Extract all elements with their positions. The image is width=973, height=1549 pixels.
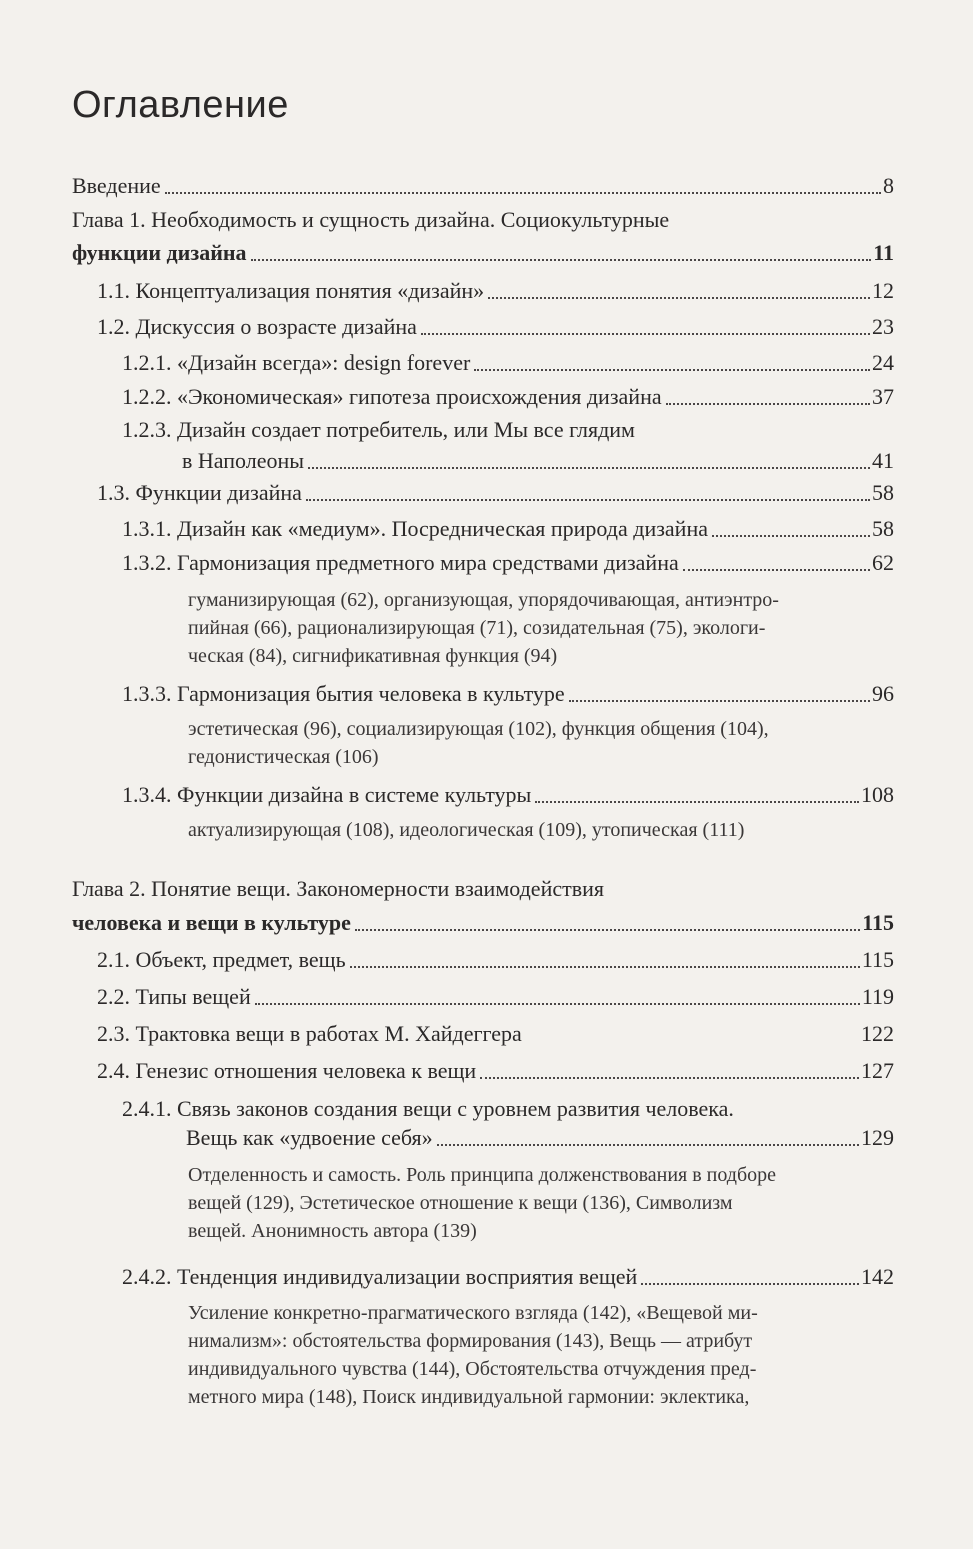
dot-leader	[526, 1040, 859, 1042]
toc-entry-1-2-3-line1[interactable]: 1.2.3. Дизайн создает потребитель, или Мы все глядим	[122, 417, 635, 442]
toc-entry-1-3-2-description	[188, 586, 898, 670]
dot-leader	[437, 1144, 859, 1146]
dot-leader	[355, 929, 860, 931]
toc-entry-title: Введение	[72, 173, 161, 198]
toc-entry-2-4-1[interactable]	[186, 1122, 894, 1154]
toc-entry-title: 1.3.2. Гармонизация предметного мира средствами дизайна	[122, 550, 679, 575]
dot-leader	[535, 801, 859, 803]
toc-page-number: 37	[872, 384, 894, 409]
dot-leader	[641, 1283, 859, 1285]
toc-page-number: 11	[873, 240, 894, 265]
toc-entry-title: 1.2. Дискуссия о возрасте дизайна	[97, 314, 417, 339]
description-line: гуманизирующая (62), организующая, упорядочивающая, антиэнтро-	[188, 589, 779, 611]
page-title: Оглавление	[72, 84, 289, 126]
dot-leader	[255, 1003, 860, 1005]
description-line: актуализирующая (108), идеологическая (109), утопическая (111)	[188, 819, 745, 841]
toc-entry-1-3-4-description	[188, 816, 898, 844]
description-line: метного мира (148), Поиск индивидуальной гармонии: эклектика,	[188, 1386, 750, 1408]
toc-entry-title: 2.2. Типы вещей	[97, 984, 251, 1009]
toc-entry-1-3-3[interactable]	[122, 678, 894, 710]
dot-leader	[306, 499, 870, 501]
description-line: нимализм»: обстоятельства формирования (143), Вещь — атрибут	[188, 1330, 753, 1352]
toc-page-number: 119	[861, 984, 894, 1009]
toc-entry-chapter-2[interactable]	[72, 907, 894, 939]
toc-entry-title: 2.1. Объект, предмет, вещь	[97, 947, 346, 972]
dot-leader	[165, 192, 881, 194]
description-line: пийная (66), рационализирующая (71), созидательная (75), экологи-	[188, 617, 766, 639]
chapter-1-title-line2: функции дизайна	[72, 240, 247, 265]
toc-entry-2-3[interactable]	[97, 1018, 894, 1050]
toc-entry-1-3[interactable]	[97, 477, 894, 509]
toc-entry-title: 1.1. Концептуализация понятия «дизайн»	[97, 278, 485, 303]
dot-leader	[488, 297, 870, 299]
toc-entry-1-2[interactable]	[97, 311, 894, 343]
toc-entry-title: 1.3.4. Функции дизайна в системе культуры	[122, 782, 532, 807]
toc-entry-title: 2.3. Трактовка вещи в работах М. Хайдеггера	[97, 1021, 522, 1046]
toc-entry-intro[interactable]	[72, 170, 894, 202]
description-line: индивидуального чувства (144), Обстоятельства отчуждения пред-	[188, 1358, 757, 1380]
toc-entry-1-3-2[interactable]	[122, 547, 894, 579]
toc-page-number: 58	[872, 516, 894, 541]
dot-leader	[421, 333, 870, 335]
toc-page-number: 127	[861, 1058, 894, 1083]
toc-entry-1-2-1[interactable]	[122, 347, 894, 379]
toc-entry-1-2-2[interactable]	[122, 381, 894, 413]
description-line: ческая (84), сигнификативная функция (94)	[188, 645, 558, 667]
toc-page-number: 96	[872, 681, 894, 706]
toc-entry-1-1[interactable]	[97, 275, 894, 307]
toc-page-number: 41	[872, 448, 894, 473]
description-line: вещей. Анонимность автора (139)	[188, 1220, 477, 1242]
toc-page-number: 12	[872, 278, 894, 303]
toc-entry-2-2[interactable]	[97, 981, 894, 1013]
toc-page-number: 62	[872, 550, 894, 575]
chapter-2-title-line1[interactable]: Глава 2. Понятие вещи. Закономерности взаимодействия	[72, 876, 605, 901]
toc-entry-2-4[interactable]	[97, 1055, 894, 1087]
toc-entry-title: 2.4.2. Тенденция индивидуализации восприятия вещей	[122, 1264, 638, 1289]
dot-leader	[683, 569, 870, 571]
toc-entry-2-4-1-line1[interactable]: 2.4.1. Связь законов создания вещи с уровнем развития человека.	[122, 1096, 734, 1121]
description-line: вещей (129), Эстетическое отношение к вещи (136), Символизм	[188, 1192, 733, 1214]
dot-leader	[474, 369, 870, 371]
description-line: гедонистическая (106)	[188, 746, 379, 768]
toc-entry-title: 1.3.3. Гармонизация бытия человека в культуре	[122, 681, 565, 706]
toc-page-number: 129	[861, 1125, 894, 1150]
dot-leader	[308, 467, 870, 469]
toc-entry-title: 1.2.2. «Экономическая» гипотеза происхождения дизайна	[122, 384, 662, 409]
description-line: эстетическая (96), социализирующая (102), функция общения (104),	[188, 718, 769, 740]
dot-leader	[666, 403, 870, 405]
toc-page-number: 122	[861, 1021, 894, 1046]
description-line: Усиление конкретно-прагматического взгляда (142), «Вещевой ми-	[188, 1302, 758, 1324]
toc-entry-1-3-3-description	[188, 715, 898, 771]
description-line: Отделенность и самость. Роль принципа долженствования в подборе	[188, 1164, 777, 1186]
toc-page-number: 108	[861, 782, 894, 807]
dot-leader	[569, 700, 870, 702]
toc-page-number: 115	[861, 947, 894, 972]
toc-entry-1-2-3[interactable]	[182, 445, 894, 477]
toc-entry-title: 2.4. Генезис отношения человека к вещи	[97, 1058, 477, 1083]
dot-leader	[350, 966, 860, 968]
toc-entry-title: Вещь как «удвоение себя»	[186, 1125, 433, 1150]
toc-entry-2-4-2-description	[188, 1299, 898, 1411]
dot-leader	[480, 1077, 859, 1079]
chapter-1-title-line1[interactable]: Глава 1. Необходимость и сущность дизайна. Социокультурные	[72, 207, 670, 232]
toc-entry-title: 1.3.1. Дизайн как «медиум». Посредническая природа дизайна	[122, 516, 708, 541]
dot-leader	[251, 259, 872, 261]
toc-entry-title: 1.2.1. «Дизайн всегда»: design forever	[122, 350, 471, 375]
toc-entry-2-4-1-description	[188, 1161, 898, 1245]
toc-entry-title: 1.3. Функции дизайна	[97, 480, 302, 505]
toc-page-number: 24	[872, 350, 894, 375]
dot-leader	[712, 535, 870, 537]
toc-entry-chapter-1[interactable]	[72, 237, 894, 269]
toc-page-number: 115	[862, 910, 894, 935]
toc-entry-2-4-2[interactable]	[122, 1261, 894, 1293]
chapter-2-title-line2: человека и вещи в культуре	[72, 910, 351, 935]
toc-page-number: 23	[872, 314, 894, 339]
toc-entry-title: в Наполеоны	[182, 448, 305, 473]
toc-entry-1-3-4[interactable]	[122, 779, 894, 811]
toc-page-number: 8	[883, 173, 894, 198]
toc-entry-2-1[interactable]	[97, 944, 894, 976]
toc-page-number: 142	[861, 1264, 894, 1289]
toc-page-number: 58	[872, 480, 894, 505]
toc-entry-1-3-1[interactable]	[122, 513, 894, 545]
